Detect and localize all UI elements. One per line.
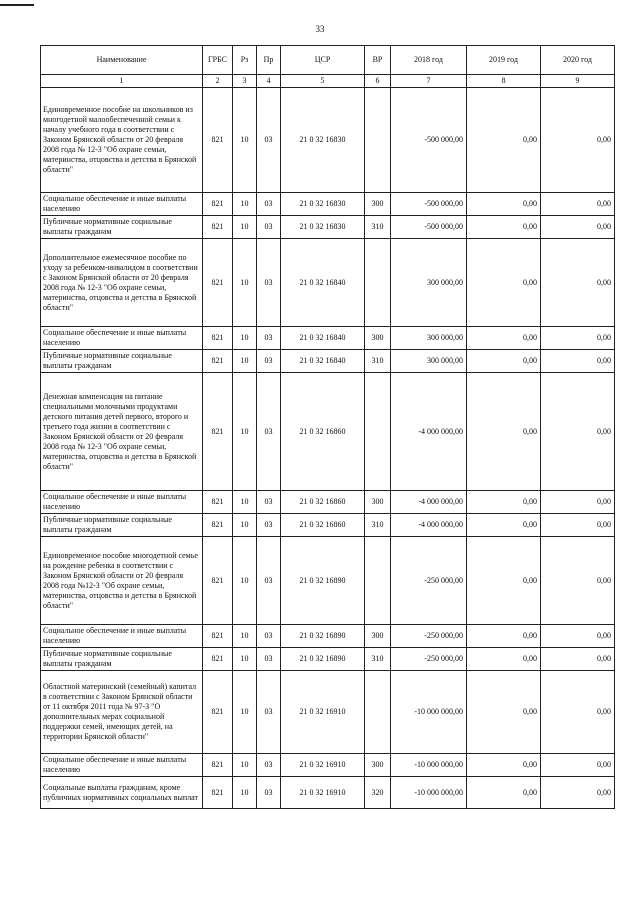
amount-2020: 0,00 (541, 373, 615, 491)
amount-2018: -4 000 000,00 (391, 514, 467, 537)
table-row (41, 514, 615, 537)
csr-code: 21 0 32 16840 (281, 327, 365, 350)
vr-code: 310 (365, 648, 391, 671)
amount-2018: -500 000,00 (391, 193, 467, 216)
csr-code: 21 0 32 16840 (281, 350, 365, 373)
column-number-row (41, 75, 615, 88)
vr-code: 310 (365, 216, 391, 239)
column-number: 7 (391, 75, 467, 88)
pr-code: 03 (257, 327, 281, 350)
row-name: Социальное обеспечение и иные выплаты населению (41, 193, 203, 216)
row-name: Публичные нормативные социальные выплаты гражданам (41, 350, 203, 373)
pr-code: 03 (257, 754, 281, 777)
column-number: 3 (233, 75, 257, 88)
table-row (41, 350, 615, 373)
amount-2019: 0,00 (467, 373, 541, 491)
csr-code: 21 0 32 16860 (281, 514, 365, 537)
row-name: Дополнительное ежемесячное пособие по уходу за ребенком-инвалидом в соответствии с Законом Брянской области от 20 февраля 2008 года № 12-3 "Об охране семьи, материнства, отцовства и детства в Брянской области" (41, 239, 203, 327)
vr-code (365, 671, 391, 754)
header-cell: 2019 год (467, 46, 541, 75)
vr-code: 300 (365, 327, 391, 350)
grbs-code: 821 (203, 777, 233, 809)
amount-2020: 0,00 (541, 350, 615, 373)
amount-2018: -500 000,00 (391, 88, 467, 193)
vr-code: 310 (365, 350, 391, 373)
grbs-code: 821 (203, 491, 233, 514)
rz-code: 10 (233, 537, 257, 625)
csr-code: 21 0 32 16860 (281, 373, 365, 491)
pr-code: 03 (257, 777, 281, 809)
vr-code (365, 239, 391, 327)
amount-2020: 0,00 (541, 648, 615, 671)
vr-code (365, 537, 391, 625)
pr-code: 03 (257, 537, 281, 625)
csr-code: 21 0 32 16890 (281, 537, 365, 625)
vr-code: 320 (365, 777, 391, 809)
header-row (41, 46, 615, 75)
amount-2018: -500 000,00 (391, 216, 467, 239)
csr-code: 21 0 32 16910 (281, 777, 365, 809)
amount-2019: 0,00 (467, 754, 541, 777)
amount-2019: 0,00 (467, 193, 541, 216)
amount-2020: 0,00 (541, 671, 615, 754)
vr-code: 300 (365, 754, 391, 777)
vr-code (365, 88, 391, 193)
amount-2019: 0,00 (467, 648, 541, 671)
rz-code: 10 (233, 193, 257, 216)
grbs-code: 821 (203, 648, 233, 671)
vr-code (365, 373, 391, 491)
header-cell: ГРБС (203, 46, 233, 75)
row-name: Публичные нормативные социальные выплаты гражданам (41, 648, 203, 671)
row-name: Единовременное пособие на школьников из многодетной малообеспеченной семьи к началу учебного года в соответствии с Законом Брянской области от 20 февраля 2008 года № 12-3 "Об охране семьи, материнства, отцовства и детства в Брянской области" (41, 88, 203, 193)
row-name: Областной материнский (семейный) капитал в соответствии с Законом Брянской области от 11 октября 2011 года № 97-З "О дополнительных мерах социальной поддержки семей, имеющих детей, на территории Брянской области" (41, 671, 203, 754)
amount-2020: 0,00 (541, 491, 615, 514)
column-number: 6 (365, 75, 391, 88)
column-number: 5 (281, 75, 365, 88)
row-name: Публичные нормативные социальные выплаты гражданам (41, 216, 203, 239)
table-row (41, 239, 615, 327)
row-name: Социальные выплаты гражданам, кроме публичных нормативных социальных выплат (41, 777, 203, 809)
column-number: 1 (41, 75, 203, 88)
grbs-code: 821 (203, 373, 233, 491)
amount-2019: 0,00 (467, 327, 541, 350)
row-name: Социальное обеспечение и иные выплаты населению (41, 754, 203, 777)
rz-code: 10 (233, 239, 257, 327)
pr-code: 03 (257, 216, 281, 239)
amount-2018: -250 000,00 (391, 537, 467, 625)
rz-code: 10 (233, 754, 257, 777)
csr-code: 21 0 32 16890 (281, 648, 365, 671)
pr-code: 03 (257, 514, 281, 537)
amount-2020: 0,00 (541, 327, 615, 350)
grbs-code: 821 (203, 671, 233, 754)
amount-2020: 0,00 (541, 754, 615, 777)
grbs-code: 821 (203, 350, 233, 373)
amount-2019: 0,00 (467, 671, 541, 754)
csr-code: 21 0 32 16910 (281, 671, 365, 754)
row-name: Социальное обеспечение и иные выплаты населению (41, 327, 203, 350)
header-cell: Пр (257, 46, 281, 75)
table-row (41, 777, 615, 809)
pr-code: 03 (257, 239, 281, 327)
rz-code: 10 (233, 671, 257, 754)
vr-code: 300 (365, 193, 391, 216)
amount-2020: 0,00 (541, 537, 615, 625)
amount-2018: -250 000,00 (391, 625, 467, 648)
table-row (41, 373, 615, 491)
row-name: Социальное обеспечение и иные выплаты населению (41, 491, 203, 514)
amount-2019: 0,00 (467, 777, 541, 809)
table-row (41, 625, 615, 648)
pr-code: 03 (257, 193, 281, 216)
amount-2018: -4 000 000,00 (391, 373, 467, 491)
grbs-code: 821 (203, 88, 233, 193)
amount-2019: 0,00 (467, 537, 541, 625)
vr-code: 300 (365, 491, 391, 514)
amount-2020: 0,00 (541, 777, 615, 809)
amount-2020: 0,00 (541, 625, 615, 648)
header-cell: 2020 год (541, 46, 615, 75)
header-cell: Рз (233, 46, 257, 75)
table-row (41, 671, 615, 754)
csr-code: 21 0 32 16860 (281, 491, 365, 514)
pr-code: 03 (257, 88, 281, 193)
grbs-code: 821 (203, 193, 233, 216)
header-cell: ЦСР (281, 46, 365, 75)
rz-code: 10 (233, 491, 257, 514)
grbs-code: 821 (203, 514, 233, 537)
grbs-code: 821 (203, 216, 233, 239)
amount-2018: 300 000,00 (391, 239, 467, 327)
amount-2018: -10 000 000,00 (391, 754, 467, 777)
amount-2018: -10 000 000,00 (391, 777, 467, 809)
column-number: 9 (541, 75, 615, 88)
vr-code: 310 (365, 514, 391, 537)
row-name: Публичные нормативные социальные выплаты гражданам (41, 514, 203, 537)
csr-code: 21 0 32 16910 (281, 754, 365, 777)
corner-scan-mark (0, 4, 34, 6)
rz-code: 10 (233, 216, 257, 239)
amount-2020: 0,00 (541, 514, 615, 537)
grbs-code: 821 (203, 537, 233, 625)
rz-code: 10 (233, 514, 257, 537)
pr-code: 03 (257, 648, 281, 671)
column-number: 2 (203, 75, 233, 88)
pr-code: 03 (257, 625, 281, 648)
rz-code: 10 (233, 373, 257, 491)
amount-2019: 0,00 (467, 625, 541, 648)
grbs-code: 821 (203, 754, 233, 777)
row-name: Социальное обеспечение и иные выплаты населению (41, 625, 203, 648)
pr-code: 03 (257, 491, 281, 514)
rz-code: 10 (233, 88, 257, 193)
amount-2018: 300 000,00 (391, 350, 467, 373)
amount-2019: 0,00 (467, 350, 541, 373)
table-row (41, 491, 615, 514)
rz-code: 10 (233, 648, 257, 671)
csr-code: 21 0 32 16830 (281, 193, 365, 216)
amount-2018: -4 000 000,00 (391, 491, 467, 514)
vr-code: 300 (365, 625, 391, 648)
rz-code: 10 (233, 777, 257, 809)
amount-2019: 0,00 (467, 491, 541, 514)
grbs-code: 821 (203, 327, 233, 350)
amount-2019: 0,00 (467, 216, 541, 239)
amount-2020: 0,00 (541, 193, 615, 216)
amount-2019: 0,00 (467, 514, 541, 537)
grbs-code: 821 (203, 239, 233, 327)
amount-2019: 0,00 (467, 239, 541, 327)
csr-code: 21 0 32 16830 (281, 216, 365, 239)
table-row (41, 88, 615, 193)
rz-code: 10 (233, 625, 257, 648)
pr-code: 03 (257, 350, 281, 373)
page-number: 33 (315, 24, 325, 34)
table-row (41, 537, 615, 625)
table-row (41, 193, 615, 216)
amount-2019: 0,00 (467, 88, 541, 193)
table-row (41, 216, 615, 239)
table-row (41, 327, 615, 350)
table-row (41, 648, 615, 671)
rz-code: 10 (233, 350, 257, 373)
amount-2020: 0,00 (541, 216, 615, 239)
csr-code: 21 0 32 16890 (281, 625, 365, 648)
rz-code: 10 (233, 327, 257, 350)
amount-2020: 0,00 (541, 88, 615, 193)
row-name: Денежная компенсация на питание специальными молочными продуктами детского питания детей первого, второго и третьего года жизни в соответствии с Законом Брянской области от 20 февраля 2008 года № 12-3 "Об охране семьи, материнства, отцовства и детства в Брянской области" (41, 373, 203, 491)
header-cell: Наименование (41, 46, 203, 75)
header-cell: 2018 год (391, 46, 467, 75)
csr-code: 21 0 32 16840 (281, 239, 365, 327)
header-cell: ВР (365, 46, 391, 75)
amount-2020: 0,00 (541, 239, 615, 327)
column-number: 4 (257, 75, 281, 88)
row-name: Единовременное пособие многодетной семье на рождение ребенка в соответствии с Законом Брянской области от 20 февраля 2008 года №12-3 "Об охране семьи, материнства, отцовства и детства в Брянской области" (41, 537, 203, 625)
csr-code: 21 0 32 16830 (281, 88, 365, 193)
amount-2018: 300 000,00 (391, 327, 467, 350)
amount-2018: -10 000 000,00 (391, 671, 467, 754)
column-number: 8 (467, 75, 541, 88)
grbs-code: 821 (203, 625, 233, 648)
table-row (41, 754, 615, 777)
pr-code: 03 (257, 671, 281, 754)
pr-code: 03 (257, 373, 281, 491)
amount-2018: -250 000,00 (391, 648, 467, 671)
budget-table (40, 45, 615, 809)
